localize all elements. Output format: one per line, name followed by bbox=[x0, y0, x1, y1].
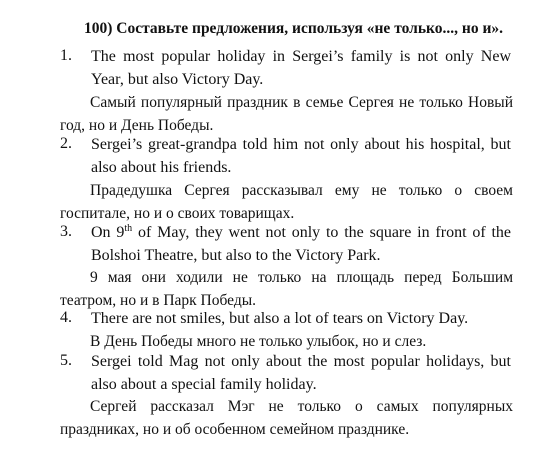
russian-translation: Самый популярный праздник в семье Сергея не только Новый год, но и День Победы. bbox=[60, 94, 513, 134]
english-sentence: There are not smiles, but also a lot of tears on Victory Day. bbox=[91, 310, 469, 327]
english-sentence-start: On 9 bbox=[91, 224, 125, 241]
item-number: 4. bbox=[60, 309, 72, 326]
ordinal-suffix: th bbox=[124, 223, 133, 234]
english-sentence: Sergei’s great-grandpa told him not only about his hospital, but also about his friends. bbox=[91, 136, 511, 176]
russian-translation: Прадедушка Сергея рассказывал ему не только о своем госпитале, но и о своих товарищах. bbox=[60, 182, 513, 222]
english-sentence: The most popular holiday in Sergei’s family is not only New Year, but also Victory Day. bbox=[91, 48, 511, 88]
russian-translation: В День Победы много не только улыбок, но и слез. bbox=[90, 333, 427, 350]
russian-translation: Сергей рассказал Мэг не только о самых популярных праздниках, но и об особенном семейном празднике. bbox=[60, 398, 513, 438]
item-number: 5. bbox=[60, 352, 72, 369]
english-sentence bbox=[91, 221, 511, 267]
english-sentence: Sergei told Mag not only about the most popular holidays, but also about a special family holiday. bbox=[91, 353, 511, 393]
exercise-title: 100) Составьте предложения, используя «не только..., но и». bbox=[84, 20, 503, 37]
english-sentence-rest: of May, they went not only to the square in front of the Bolshoi Theatre, but also to the Victory Park. bbox=[91, 224, 512, 264]
item-number: 2. bbox=[60, 135, 72, 152]
item-number: 1. bbox=[60, 47, 72, 64]
item-number: 3. bbox=[60, 223, 72, 240]
russian-translation: 9 мая они ходили не только на площадь перед Большим театром, но и в Парк Победы. bbox=[60, 269, 513, 309]
